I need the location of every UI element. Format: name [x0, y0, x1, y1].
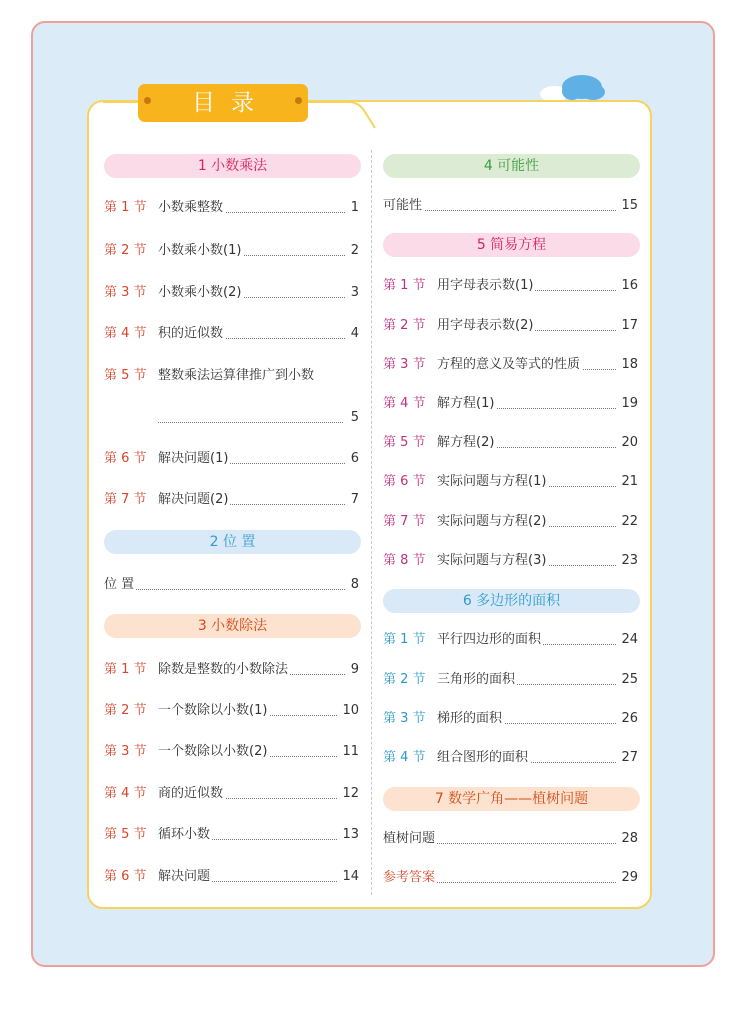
entry-title: 用字母表示数(1) — [437, 276, 535, 296]
toc-entry[interactable] — [383, 355, 638, 375]
page-number: 16 — [621, 278, 638, 293]
toc-entry[interactable] — [383, 829, 638, 849]
page-number: 23 — [621, 553, 638, 568]
section-number: 第 2 节 — [104, 703, 147, 718]
section-number: 第 1 节 — [383, 278, 426, 293]
entry-title: 位 置 — [104, 575, 136, 595]
page-number: 21 — [621, 474, 638, 489]
section-number: 第 6 节 — [383, 474, 426, 489]
page-number: 2 — [350, 243, 359, 258]
page-number: 15 — [621, 198, 638, 213]
toc-entry[interactable] — [104, 241, 359, 261]
section-number: 第 4 节 — [104, 786, 147, 801]
column-divider — [371, 150, 372, 895]
toc-entry[interactable] — [383, 433, 638, 453]
entry-title: 实际问题与方程(1) — [437, 472, 548, 492]
section-number: 第 6 节 — [104, 451, 147, 466]
toc-entry[interactable] — [104, 660, 359, 680]
page-number: 14 — [342, 869, 359, 884]
page-number: 19 — [621, 396, 638, 411]
page-number: 24 — [621, 632, 638, 647]
entry-title: 商的近似数 — [158, 784, 225, 804]
entry-title: 整数乘法运算律推广到小数 — [158, 366, 316, 386]
page-number: 12 — [342, 786, 359, 801]
page-number: 26 — [621, 711, 638, 726]
chapter-header: 4 可能性 — [383, 154, 640, 178]
entry-title: 可能性 — [383, 196, 424, 216]
toc-entry[interactable] — [383, 630, 638, 650]
entry-title: 植树问题 — [383, 829, 437, 849]
toc-entry[interactable] — [104, 701, 359, 721]
page-number: 9 — [350, 662, 359, 677]
entry-title: 解方程(1) — [437, 394, 496, 414]
toc-entry[interactable] — [104, 449, 359, 469]
chapter-header: 6 多边形的面积 — [383, 589, 640, 613]
page-number: 8 — [350, 577, 359, 592]
entry-title: 小数乘整数 — [158, 198, 225, 218]
toc-entry[interactable] — [104, 575, 359, 595]
entry-title: 梯形的面积 — [437, 709, 504, 729]
chapter-header: 3 小数除法 — [104, 614, 361, 638]
section-number: 第 2 节 — [383, 672, 426, 687]
section-number: 第 3 节 — [104, 744, 147, 759]
toc-entry[interactable] — [104, 198, 359, 218]
chapter-header: 7 数学广角——植树问题 — [383, 787, 640, 811]
entry-title: 积的近似数 — [158, 324, 225, 344]
section-number: 第 5 节 — [104, 368, 147, 383]
toc-entry[interactable] — [383, 868, 638, 888]
dot-leader — [158, 408, 343, 423]
page-number: 29 — [621, 870, 638, 885]
section-number: 第 4 节 — [383, 750, 426, 765]
toc-entry[interactable] — [383, 670, 638, 690]
section-number: 第 4 节 — [104, 326, 147, 341]
entry-title: 实际问题与方程(3) — [437, 551, 548, 571]
page-number: 6 — [350, 451, 359, 466]
toc-entry[interactable] — [383, 709, 638, 729]
title-tab — [138, 84, 308, 122]
toc-entry[interactable] — [383, 276, 638, 296]
section-number: 第 3 节 — [104, 285, 147, 300]
section-number: 第 8 节 — [383, 553, 426, 568]
page-number: 18 — [621, 357, 638, 372]
page-number: 17 — [621, 318, 638, 333]
section-number: 第 2 节 — [383, 318, 426, 333]
toc-entry[interactable] — [104, 825, 359, 845]
toc-entry[interactable] — [104, 867, 359, 887]
entry-title: 一个数除以小数(1) — [158, 701, 269, 721]
chapter-header: 1 小数乘法 — [104, 154, 361, 178]
page-number: 1 — [350, 200, 359, 215]
entry-title: 循环小数 — [158, 825, 212, 845]
page-number: 13 — [342, 827, 359, 842]
page-title: 目录 — [192, 90, 270, 116]
entry-title: 解方程(2) — [437, 433, 496, 453]
section-number: 第 4 节 — [383, 396, 426, 411]
page-number: 4 — [350, 326, 359, 341]
page-number: 28 — [621, 831, 638, 846]
entry-title: 三角形的面积 — [437, 670, 517, 690]
entry-title: 平行四边形的面积 — [437, 630, 543, 650]
page-number: 20 — [621, 435, 638, 450]
section-number: 第 5 节 — [104, 827, 147, 842]
page-number: 25 — [621, 672, 638, 687]
toc-entry[interactable] — [383, 512, 638, 532]
toc-entry[interactable] — [383, 748, 638, 768]
toc-entry[interactable] — [104, 283, 359, 303]
section-number: 第 3 节 — [383, 711, 426, 726]
toc-entry[interactable] — [383, 472, 638, 492]
entry-title: 小数乘小数(2) — [158, 283, 243, 303]
toc-entry[interactable] — [383, 394, 638, 414]
section-number: 第 6 节 — [104, 869, 147, 884]
toc-entry[interactable] — [104, 324, 359, 344]
entry-title: 用字母表示数(2) — [437, 316, 535, 336]
entry-title: 解决问题(1) — [158, 449, 230, 469]
toc-entry[interactable] — [104, 784, 359, 804]
page-number: 7 — [350, 492, 359, 507]
entry-title: 除数是整数的小数除法 — [158, 660, 290, 680]
section-number: 第 5 节 — [383, 435, 426, 450]
section-number: 第 1 节 — [104, 662, 147, 677]
toc-entry[interactable] — [383, 316, 638, 336]
toc-entry[interactable] — [383, 551, 638, 571]
entry-title: 参考答案 — [383, 868, 437, 888]
toc-entry[interactable] — [104, 366, 359, 428]
page-number: 10 — [342, 703, 359, 718]
section-number: 第 3 节 — [383, 357, 426, 372]
page-number: 11 — [342, 744, 359, 759]
toc-entry[interactable] — [104, 490, 359, 510]
section-number: 第 1 节 — [383, 632, 426, 647]
page-number: 22 — [621, 514, 638, 529]
section-number: 第 1 节 — [104, 200, 147, 215]
chapter-header: 5 简易方程 — [383, 233, 640, 257]
entry-title: 小数乘小数(1) — [158, 241, 243, 261]
entry-title: 一个数除以小数(2) — [158, 742, 269, 762]
entry-title: 解决问题 — [158, 867, 212, 887]
section-number: 第 7 节 — [383, 514, 426, 529]
entry-title: 方程的意义及等式的性质 — [437, 355, 582, 375]
page-number: 5 — [350, 410, 359, 425]
section-number: 第 7 节 — [104, 492, 147, 507]
page-number: 27 — [621, 750, 638, 765]
entry-title: 实际问题与方程(2) — [437, 512, 548, 532]
toc-entry[interactable] — [383, 196, 638, 216]
entry-title: 组合图形的面积 — [437, 748, 530, 768]
dot-leader — [104, 575, 345, 590]
toc-entry[interactable] — [104, 742, 359, 762]
section-number: 第 2 节 — [104, 243, 147, 258]
page-number: 3 — [350, 285, 359, 300]
entry-title: 解决问题(2) — [158, 490, 230, 510]
chapter-header: 2 位 置 — [104, 530, 361, 554]
